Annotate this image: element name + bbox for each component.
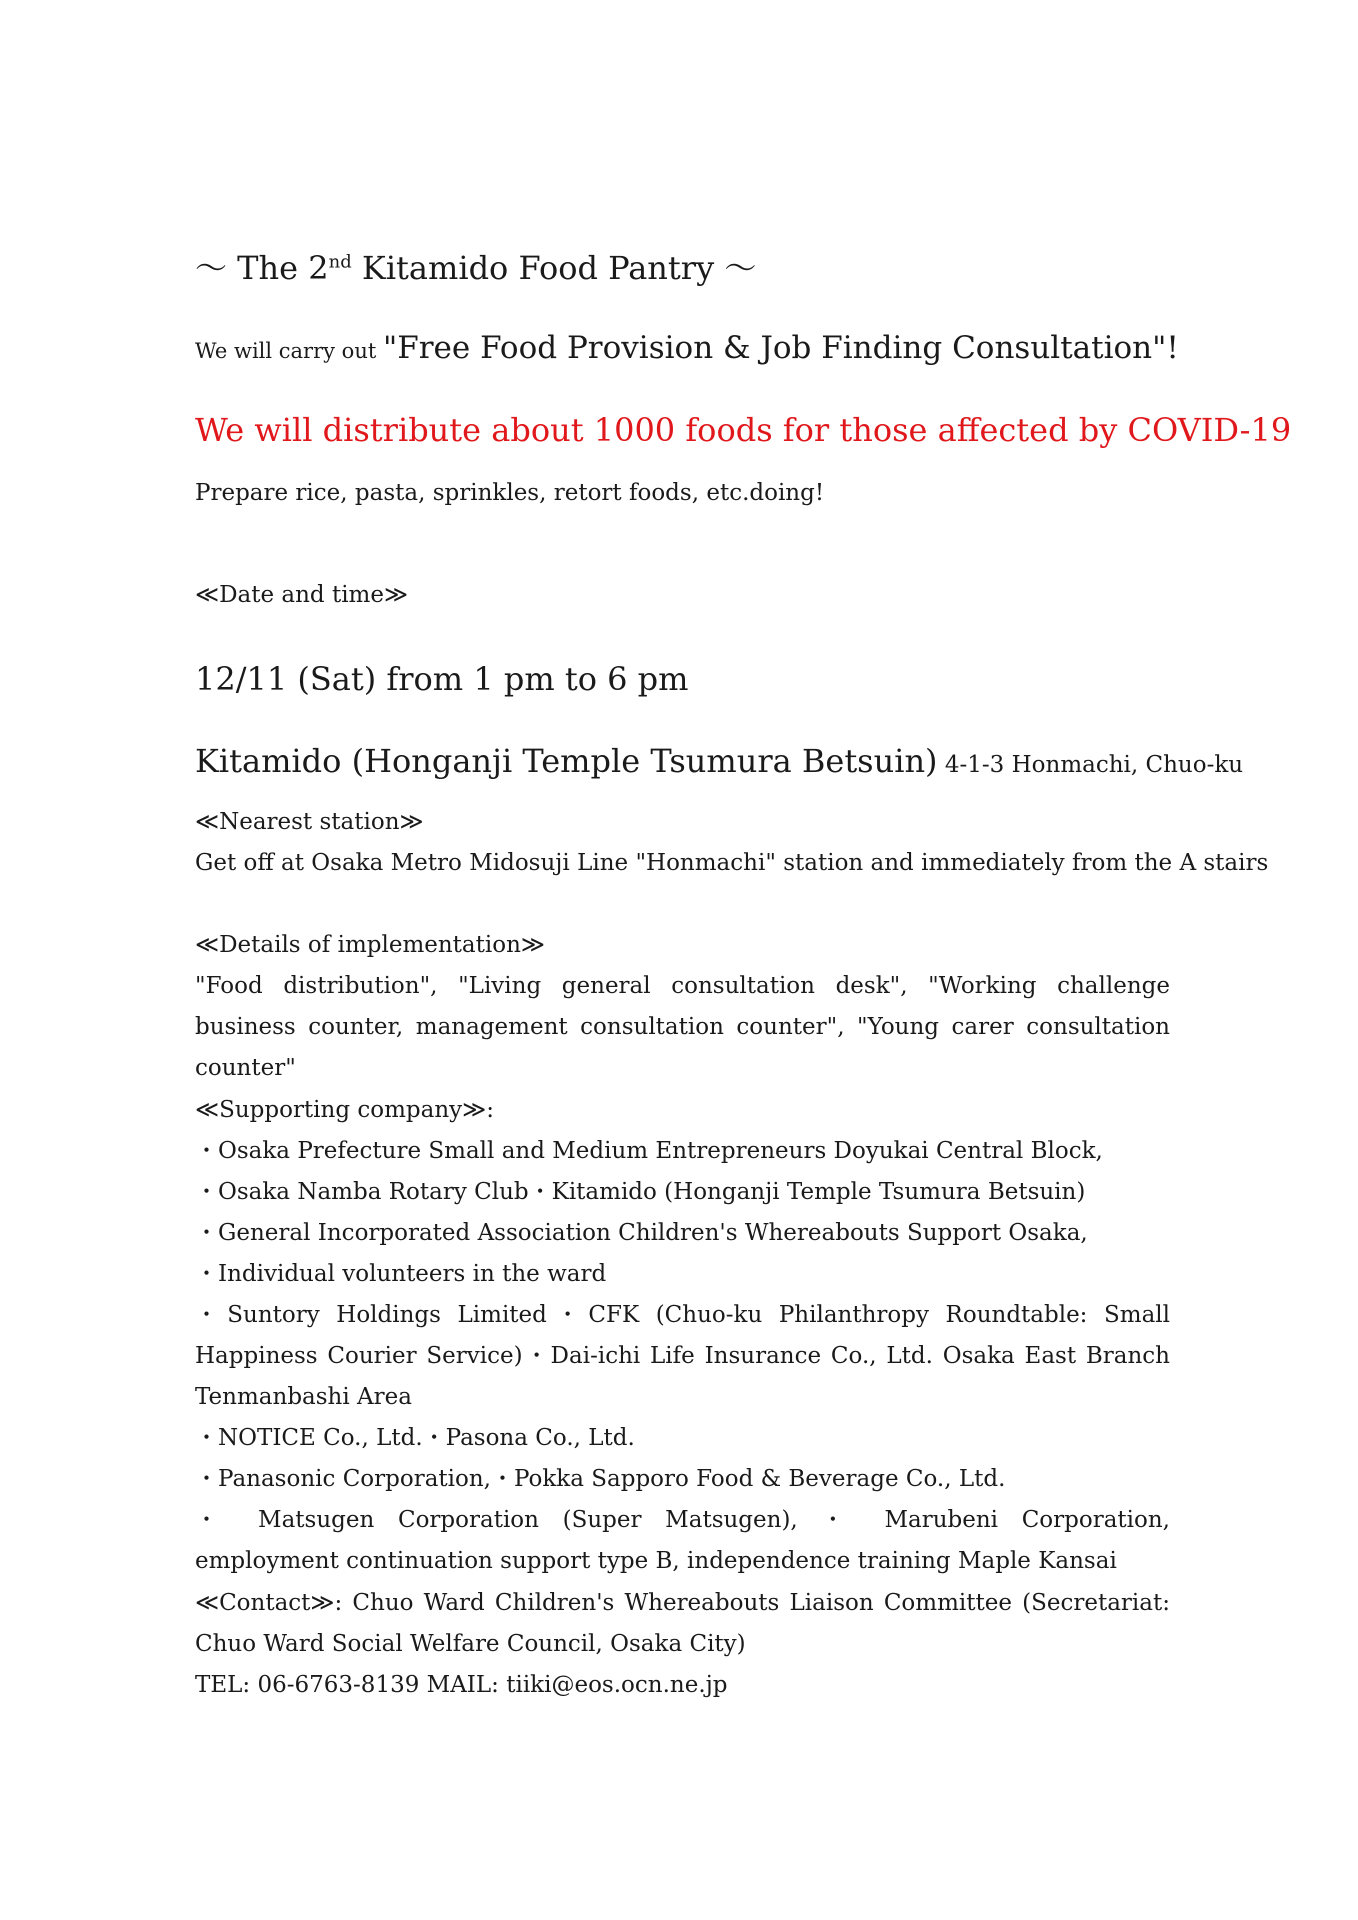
supporting-item: ・Individual volunteers in the ward: [195, 1261, 607, 1287]
contact-block: [195, 1583, 1170, 1706]
supporting-item: ・General Incorporated Association Children's Whereabouts Support Osaka,: [195, 1220, 1088, 1246]
supporting-list: [195, 1131, 1170, 1582]
supporting-item: ・ Matsugen Corporation (Super Matsugen), ・ Marubeni Corporation, employment continuation support type B, independence training Maple Kansai: [195, 1507, 1170, 1574]
title-rest: Kitamido Food Pantry ～: [351, 249, 757, 287]
intro-line: [195, 330, 1179, 366]
details-heading: ≪Details of implementation≫: [195, 932, 545, 958]
contact-text: ≪Contact≫: Chuo Ward Children's Whereabouts Liaison Committee (Secretariat: Chuo Ward Social Welfare Council, Osaka City): [195, 1590, 1170, 1657]
venue-name: Kitamido (Honganji Temple Tsumura Betsuin): [195, 742, 938, 780]
flyer-title: [195, 243, 756, 289]
intro-lead: We will carry out: [195, 339, 383, 363]
supporting-heading: ≪Supporting company≫:: [195, 1097, 494, 1123]
venue-address: 4-1-3 Honmachi, Chuo-ku: [937, 752, 1244, 778]
prepare-text: Prepare rice, pasta, sprinkles, retort foods, etc.doing!: [195, 480, 825, 506]
supporting-item: ・Suntory Holdings Limited・CFK (Chuo-ku Philanthropy Roundtable: Small Happiness Courier Service)・Dai-ichi Life Insurance Co., Ltd. Osaka East Branch Tenmanbashi Area: [195, 1302, 1170, 1410]
nearest-station-text: Get off at Osaka Metro Midosuji Line "Honmachi" station and immediately from the A stairs: [195, 850, 1269, 876]
supporting-item: ・Osaka Prefecture Small and Medium Entrepreneurs Doyukai Central Block,: [195, 1138, 1103, 1164]
title-ordinal-suffix: nd: [328, 251, 352, 273]
title-prefix: ～ The 2: [195, 249, 329, 287]
date-time-heading: ≪Date and time≫: [195, 582, 409, 608]
supporting-item: ・Panasonic Corporation,・Pokka Sapporo Food & Beverage Co., Ltd.: [195, 1466, 1006, 1492]
contact-tel-mail: TEL: 06-6763-8139 MAIL: tiiki@eos.ocn.ne.jp: [195, 1672, 728, 1698]
details-text: "Food distribution", "Living general consultation desk", "Working challenge business counter, management consultation counter", "Young carer consultation counter": [195, 973, 1170, 1081]
date-time-value: 12/11 (Sat) from 1 pm to 6 pm: [195, 660, 689, 698]
supporting-item: ・NOTICE Co., Ltd.・Pasona Co., Ltd.: [195, 1425, 635, 1451]
venue-line: [195, 742, 1243, 780]
intro-highlight: "Free Food Provision & Job Finding Consultation"!: [382, 330, 1179, 366]
supporting-item: ・Osaka Namba Rotary Club・Kitamido (Honganji Temple Tsumura Betsuin): [195, 1179, 1086, 1205]
headline-red: We will distribute about 1000 foods for those affected by COVID-19: [195, 411, 1292, 449]
nearest-station-heading: ≪Nearest station≫: [195, 809, 424, 835]
